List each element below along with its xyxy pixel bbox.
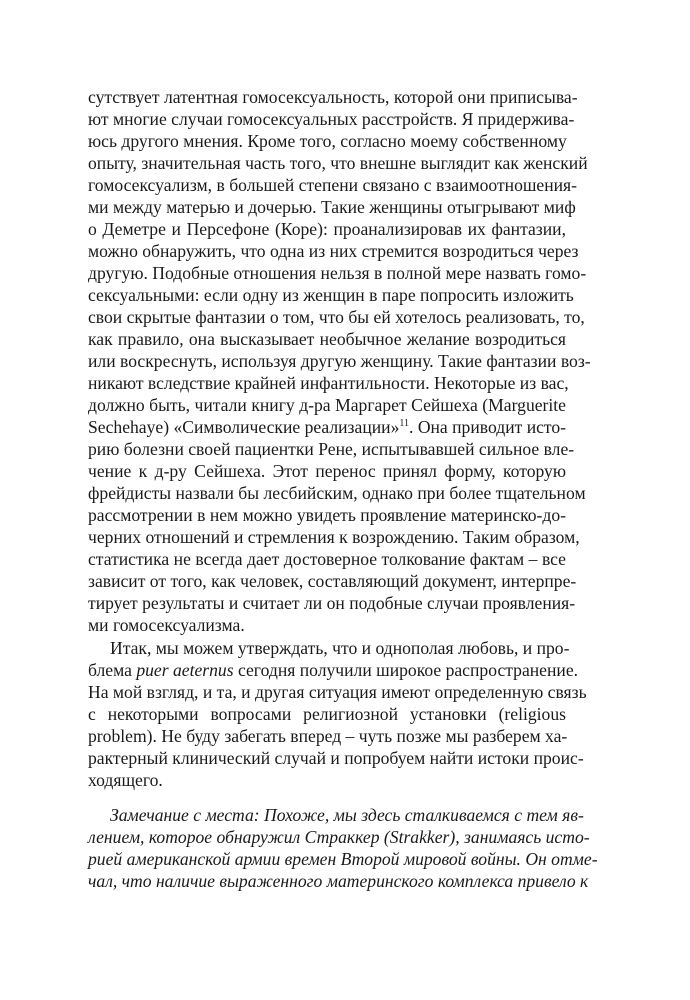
text-line: или воскреснуть, используя другую женщину. Такие фантазии воз- [88, 351, 591, 371]
text-line: ми гомосексуализма. [88, 615, 245, 635]
text-line: Замечание с места: Похоже, мы здесь сталкиваемся с тем яв- [110, 805, 584, 825]
text-line: другую. Подобные отношения нельзя в полной мере назвать гомо- [88, 263, 587, 283]
text-line: сексуальными: если одну из женщин в паре попросить изложить [88, 285, 574, 305]
text-line: тирует результаты и считает ли он подобные случаи проявления- [88, 593, 576, 613]
latin-term: puer aeternus [136, 660, 234, 680]
text-segment: Sechehaye) «Символические реализации» [88, 417, 400, 437]
text-line: как правило, она высказывает необычное желание возродиться [88, 329, 566, 349]
text-line: гомосексуализм, в большей степени связано с взаимоотношения- [88, 175, 578, 195]
text-line: можно обнаружить, что одна из них стремится возродиться через [88, 241, 579, 261]
text-line [88, 659, 579, 681]
text-line: свои скрытые фантазии о том, что бы ей хотелось реализовать, то, [88, 307, 585, 327]
text-line: чение к д-ру Сейшеха. Этот перенос принял форму, которую [88, 461, 566, 481]
text-line: Итак, мы можем утверждать, что и однополая любовь, и про- [110, 638, 570, 658]
text-line: фрейдисты назвали бы лесбийским, однако при более тщательном [88, 483, 586, 503]
text-line: ми между матерью и дочерью. Такие женщины отыгрывают миф [88, 197, 576, 217]
text-line: ют многие случаи гомосексуальных расстройств. Я придержива- [88, 109, 575, 129]
footnote-reference: 11 [399, 418, 410, 430]
text-line: никают вследствие крайней инфантильности. Некоторые из вас, [88, 373, 569, 393]
text-line: черних отношений и стремления к возрождению. Таким образом, [88, 527, 580, 547]
text-line: рию болезни своей пациентки Рене, испытывавшей сильное вле- [88, 439, 575, 459]
text-line: рией американской армии времен Второй мировой войны. Он отме- [88, 849, 598, 869]
text-line: опыту, значительная часть того, что внешне выглядит как женский [88, 153, 588, 173]
text-line: с некоторыми вопросами религиозной установки (religious [88, 704, 566, 724]
text-segment: сегодня получили широкое распространение. [233, 660, 579, 680]
text-line: чал, что наличие выраженного материнского комплекса привело к [88, 871, 589, 891]
text-line: problem). Не буду забегать вперед – чуть позже мы разберем ха- [88, 726, 568, 746]
text-segment: блема [88, 660, 137, 680]
text-line: рассмотрении в нем можно увидеть проявление материнско-до- [88, 505, 566, 525]
text-line: рактерный клинический случай и попробуем найти истоки проис- [88, 748, 584, 768]
text-segment: . Она приводит исто- [409, 417, 567, 437]
text-line: ходящего. [88, 770, 163, 790]
text-line: На мой взгляд, и та, и другая ситуация имеют определенную связь [88, 682, 587, 702]
text-line: зависит от того, как человек, составляющий документ, интерпре- [88, 571, 577, 591]
text-line: юсь другого мнения. Кроме того, согласно моему собственному [88, 131, 567, 151]
text-line: о Деметре и Персефоне (Коре): проанализировав их фантазии, [88, 219, 566, 239]
text-line: должно быть, читали книгу д-ра Маргарет Сейшеха (Marguerite [88, 395, 566, 415]
text-line: статистика не всегда дает достоверное толкование фактам – все [88, 549, 566, 569]
text-line: лением, которое обнаружил Страккер (Strakker), занимаясь исто- [88, 827, 590, 847]
text-line [88, 416, 566, 438]
text-line: сутствует латентная гомосексуальность, которой они приписыва- [88, 87, 578, 107]
